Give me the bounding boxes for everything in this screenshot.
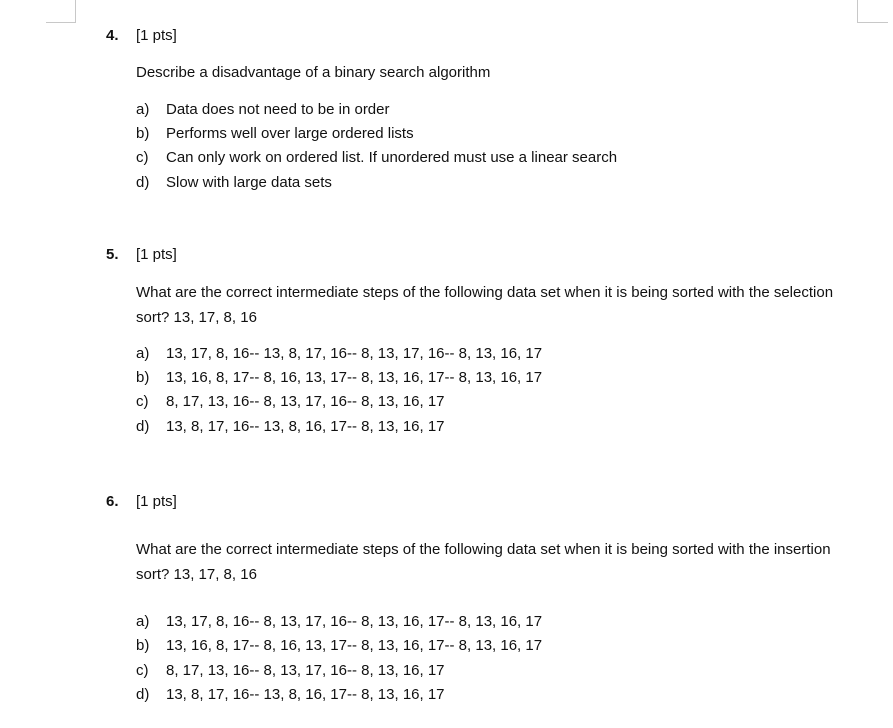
option-letter: a) <box>136 101 150 118</box>
option-text: Data does not need to be in order <box>166 101 390 118</box>
answer-option-d <box>136 174 332 191</box>
question-stem: Describe a disadvantage of a binary search algorithm <box>136 64 491 81</box>
page-corner-mark-left <box>46 0 76 23</box>
answer-option-b <box>136 125 414 142</box>
question-points: [1 pts] <box>136 493 177 510</box>
answer-option-a <box>136 613 542 630</box>
option-letter: b) <box>136 637 150 654</box>
option-text: 13, 16, 8, 17-- 8, 16, 13, 17-- 8, 13, 16, 17-- 8, 13, 16, 17 <box>166 369 543 386</box>
option-letter: d) <box>136 174 150 191</box>
question-number: 6. <box>106 493 119 510</box>
answer-option-b <box>136 369 542 386</box>
option-letter: d) <box>136 686 150 703</box>
answer-option-d <box>136 418 445 435</box>
answer-option-a <box>136 345 542 362</box>
question-points: [1 pts] <box>136 246 177 263</box>
option-letter: c) <box>136 662 149 679</box>
option-letter: a) <box>136 345 150 362</box>
answer-option-a <box>136 101 390 118</box>
page-corner-mark-right <box>857 0 888 23</box>
answer-option-d <box>136 686 445 703</box>
option-text: Slow with large data sets <box>166 174 332 191</box>
question-number: 4. <box>106 27 119 44</box>
option-letter: a) <box>136 613 150 630</box>
option-text: Can only work on ordered list. If unordered must use a linear search <box>166 149 618 166</box>
option-text: 13, 16, 8, 17-- 8, 16, 13, 17-- 8, 13, 16, 17-- 8, 13, 16, 17 <box>166 637 543 654</box>
question-stem: What are the correct intermediate steps of the following data set when it is being sorted with the selection sort? 13, 17, 8, 16 <box>136 284 834 326</box>
question-number: 5. <box>106 246 119 263</box>
option-letter: b) <box>136 125 150 142</box>
option-letter: d) <box>136 418 150 435</box>
answer-option-c <box>136 149 617 166</box>
question-points: [1 pts] <box>136 27 177 44</box>
option-letter: c) <box>136 149 149 166</box>
question-stem: What are the correct intermediate steps of the following data set when it is being sorted with the insertion sort? 13, 17, 8, 16 <box>136 541 831 583</box>
option-text: 8, 17, 13, 16-- 8, 13, 17, 16-- 8, 13, 16, 17 <box>166 662 445 679</box>
option-letter: b) <box>136 369 150 386</box>
option-text: 13, 8, 17, 16-- 13, 8, 16, 17-- 8, 13, 16, 17 <box>166 418 445 435</box>
answer-option-b <box>136 637 542 654</box>
option-letter: c) <box>136 393 149 410</box>
answer-option-c <box>136 662 445 679</box>
answer-option-c <box>136 393 445 410</box>
option-text: 13, 17, 8, 16-- 13, 8, 17, 16-- 8, 13, 17, 16-- 8, 13, 16, 17 <box>166 345 543 362</box>
option-text: 13, 8, 17, 16-- 13, 8, 16, 17-- 8, 13, 16, 17 <box>166 686 445 703</box>
option-text: Performs well over large ordered lists <box>166 125 414 142</box>
option-text: 13, 17, 8, 16-- 8, 13, 17, 16-- 8, 13, 16, 17-- 8, 13, 16, 17 <box>166 613 543 630</box>
option-text: 8, 17, 13, 16-- 8, 13, 17, 16-- 8, 13, 16, 17 <box>166 393 445 410</box>
